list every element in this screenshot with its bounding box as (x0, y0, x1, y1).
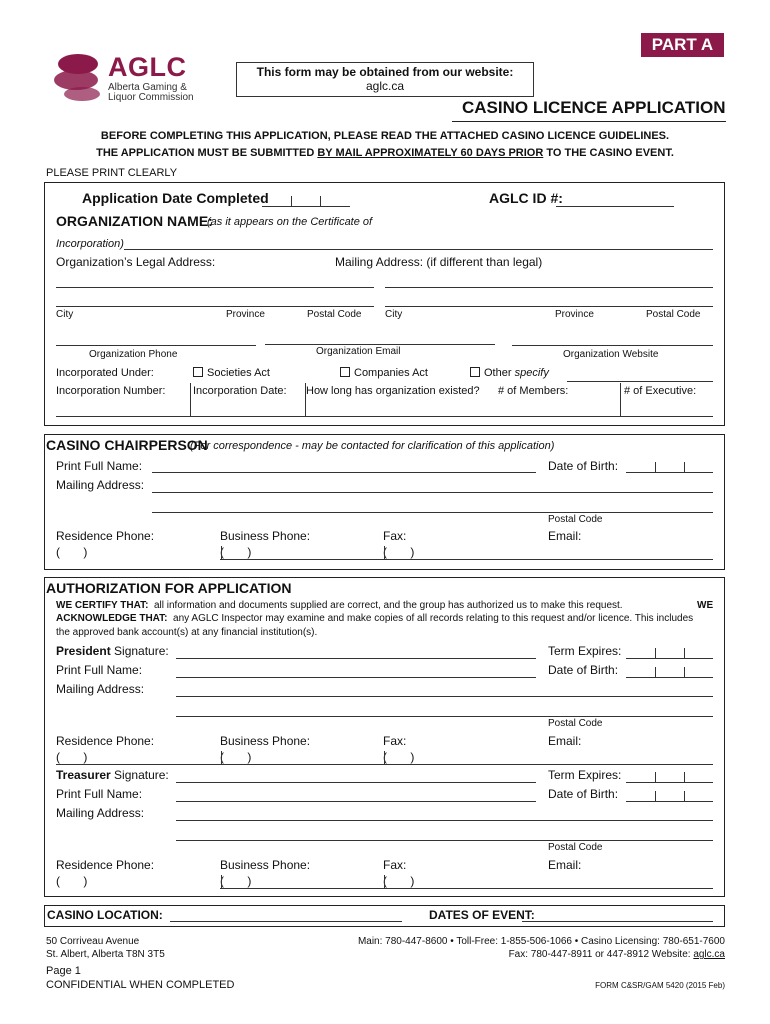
chair-email-label: Email: (548, 529, 582, 543)
aglc-logo (52, 50, 202, 104)
other-label: Other (484, 367, 512, 379)
ack-label-1: WE (697, 600, 714, 611)
president-name-input[interactable] (176, 662, 536, 677)
mailing-address-label: Mailing Address: (if different than legal) (335, 255, 543, 269)
chair-fax-label: Fax: (383, 529, 407, 543)
treasurer-postal-code-label: Postal Code (548, 842, 603, 853)
treasurer-dob-input[interactable] (626, 786, 713, 801)
ack-text-1: any AGLC Inspector may examine and make copies of all records relating to this request and/or licence. This includes (173, 613, 694, 624)
treasurer-mailing-input[interactable] (176, 805, 713, 840)
treasurer-res-phone-input[interactable] (56, 874, 206, 888)
notice-line2-post: TO THE CASINO EVENT. (543, 147, 674, 159)
president-res-phone-input[interactable] (56, 750, 206, 764)
website-box (236, 62, 534, 97)
president-bus-phone-input[interactable] (220, 750, 370, 764)
other-checkbox[interactable] (470, 367, 549, 379)
certify-text: all information and documents supplied are correct, and the group has authorized us to make this request. (153, 600, 623, 611)
checkbox-icon (340, 367, 350, 377)
president-fax-label: Fax: (383, 734, 407, 748)
chair-print-name-label: Print Full Name: (56, 459, 143, 473)
logo-line2: Liquor Commission (108, 92, 194, 103)
org-name-note: (as it appears on the Certificate of (207, 216, 373, 228)
org-email-label: Organization Email (316, 346, 401, 357)
legal-address-input[interactable] (56, 272, 374, 306)
aglc-id-label: AGLC ID #: (489, 190, 563, 206)
specify-label: specify (514, 367, 549, 379)
companies-act-label: Companies Act (354, 367, 428, 379)
president-term-input[interactable] (626, 643, 713, 658)
president-dob-input[interactable] (626, 662, 713, 677)
signature-label: Signature: (114, 768, 169, 782)
treasurer-signature-input[interactable] (176, 767, 536, 782)
inc-date-input[interactable] (192, 400, 302, 416)
footer-main: Main: 780-447-8600 • Toll-Free: 1-855-506-1066 • Casino Licensing: 780-651-7600 (357, 936, 725, 947)
logo-line1: Alberta Gaming & (108, 82, 187, 93)
auth-certify (56, 600, 714, 611)
signature-label: Signature: (114, 644, 169, 658)
casino-location-input[interactable] (170, 907, 402, 921)
notice-line2-pre: THE APPLICATION MUST BE SUBMITTED (96, 147, 318, 159)
print-clearly: PLEASE PRINT CLEARLY (46, 167, 178, 179)
org-email-input[interactable] (265, 329, 495, 344)
chair-note: (For correspondence - may be contacted for clarification of this application) (190, 440, 555, 452)
other-specify-input[interactable] (567, 366, 713, 381)
footer-confidential: CONFIDENTIAL WHEN COMPLETED (46, 979, 235, 991)
notice-line2 (0, 147, 770, 159)
checkbox-icon (193, 367, 203, 377)
treasurer-dob-label: Date of Birth: (548, 787, 619, 801)
footer-addr2: St. Albert, Alberta T8N 3T5 (46, 949, 165, 960)
app-date-label: Application Date Completed (82, 190, 269, 206)
footer-form-no: FORM C&SR/GAM 5420 (2015 Feb) (595, 981, 725, 990)
casino-location-label: CASINO LOCATION: (47, 908, 163, 922)
president-bus-phone-label: Business Phone: (220, 734, 311, 748)
treasurer-bus-phone-input[interactable] (220, 874, 370, 888)
city-label-legal: City (56, 309, 74, 320)
president-email-input[interactable] (548, 750, 713, 764)
notice-line2-underlined: BY MAIL APPROXIMATELY 60 DAYS PRIOR (317, 147, 544, 159)
footer-fax-text: Fax: 780-447-8911 or 447-8912 Website: (508, 949, 694, 960)
treasurer-label: Treasurer (56, 768, 111, 782)
province-label-legal: Province (226, 309, 265, 320)
president-signature-input[interactable] (176, 643, 536, 658)
chair-name-input[interactable] (152, 457, 536, 472)
ack-label-2: ACKNOWLEDGE THAT: (56, 613, 168, 624)
chair-dob-input[interactable] (626, 457, 713, 472)
org-website-input[interactable] (512, 330, 713, 345)
inc-date-label: Incorporation Date: (193, 385, 287, 397)
website-box-line2: aglc.ca (365, 79, 405, 93)
footer-fax-web (509, 949, 725, 960)
org-name-label: ORGANIZATION NAME: (56, 213, 213, 229)
president-print-name-label: Print Full Name: (56, 663, 143, 677)
companies-act-checkbox[interactable] (340, 367, 428, 379)
chair-mailing-label: Mailing Address: (56, 478, 145, 492)
mailing-address-input[interactable] (385, 272, 713, 306)
president-term-label: Term Expires: (548, 644, 622, 658)
chair-title: CASINO CHAIRPERSON (46, 437, 208, 453)
president-label: President (56, 644, 111, 658)
chair-mailing-input[interactable] (152, 477, 713, 512)
president-dob-label: Date of Birth: (548, 663, 619, 677)
members-label: # of Members: (498, 385, 569, 397)
chair-postal-code-label: Postal Code (548, 514, 603, 525)
treasurer-name-input[interactable] (176, 786, 536, 801)
footer-addr1: 50 Corriveau Avenue (46, 936, 140, 947)
chair-fax-input[interactable] (383, 545, 533, 559)
auth-title: AUTHORIZATION FOR APPLICATION (46, 580, 292, 596)
executive-input[interactable] (622, 400, 712, 416)
treasurer-email-input[interactable] (548, 874, 713, 888)
incorporated-under-label: Incorporated Under: (56, 367, 154, 379)
footer-page: Page 1 (46, 965, 81, 977)
logo-name: AGLC (108, 52, 187, 82)
president-fax-input[interactable] (383, 750, 533, 764)
treasurer-mailing-label: Mailing Address: (56, 806, 145, 820)
org-phone-input[interactable] (56, 330, 256, 345)
aglc-logo-mark-icon (52, 50, 104, 102)
org-name-input[interactable] (124, 234, 713, 249)
chair-dob-label: Date of Birth: (548, 459, 619, 473)
president-email-label: Email: (548, 734, 582, 748)
president-mailing-label: Mailing Address: (56, 682, 145, 696)
website-box-line1: This form may be obtained from our website: (256, 65, 514, 79)
app-date-input[interactable] (262, 192, 350, 206)
dates-of-event-input[interactable] (522, 907, 713, 921)
societies-act-label: Societies Act (207, 367, 270, 379)
org-name-note2: Incorporation) (56, 238, 124, 250)
treasurer-print-name-label: Print Full Name: (56, 787, 143, 801)
treasurer-fax-label: Fax: (383, 858, 407, 872)
chair-bus-phone-input[interactable] (220, 545, 370, 559)
checkbox-icon (470, 367, 480, 377)
dates-of-event-label: DATES OF EVENT: (429, 908, 535, 922)
how-long-label: How long has organization existed? (306, 385, 480, 397)
how-long-input[interactable] (307, 400, 492, 416)
treasurer-signature-label (56, 768, 169, 782)
treasurer-fax-input[interactable] (383, 874, 533, 888)
treasurer-term-label: Term Expires: (548, 768, 622, 782)
aglc-id-input[interactable] (556, 192, 674, 206)
president-signature-label (56, 644, 169, 658)
certify-label: WE CERTIFY THAT: (56, 600, 149, 611)
societies-act-checkbox[interactable] (193, 367, 270, 379)
treasurer-term-input[interactable] (626, 767, 713, 782)
treasurer-bus-phone-label: Business Phone: (220, 858, 311, 872)
president-res-phone-label: Residence Phone: (56, 734, 155, 748)
postal-code-label-mailing: Postal Code (646, 309, 701, 320)
city-label-mailing: City (385, 309, 403, 320)
chair-bus-phone-label: Business Phone: (220, 529, 311, 543)
notice-line1: BEFORE COMPLETING THIS APPLICATION, PLEASE READ THE ATTACHED CASINO LICENCE GUIDELINES. (100, 130, 670, 142)
inc-number-input[interactable] (56, 400, 188, 416)
part-label: PART A (641, 33, 724, 57)
auth-ack (56, 613, 716, 624)
org-website-label: Organization Website (563, 349, 659, 360)
org-phone-label: Organization Phone (89, 349, 178, 360)
chair-res-phone-label: Residence Phone: (56, 529, 155, 543)
president-mailing-input[interactable] (176, 681, 713, 716)
legal-address-label: Organization’s Legal Address: (56, 255, 216, 269)
form-title: CASINO LICENCE APPLICATION (462, 98, 726, 117)
postal-code-label-legal: Postal Code (307, 309, 362, 320)
president-postal-code-label: Postal Code (548, 718, 603, 729)
footer-website-link[interactable]: aglc.ca (693, 949, 725, 960)
chair-res-phone-input[interactable] (56, 545, 206, 559)
members-input[interactable] (496, 400, 616, 416)
executive-label: # of Executive: (624, 385, 697, 397)
treasurer-email-label: Email: (548, 858, 582, 872)
province-label-mailing: Province (555, 309, 594, 320)
inc-number-label: Incorporation Number: (56, 385, 166, 397)
ack-text-2: the approved bank account(s) at any financial institution(s). (56, 627, 318, 638)
treasurer-res-phone-label: Residence Phone: (56, 858, 155, 872)
chair-email-input[interactable] (548, 545, 713, 559)
